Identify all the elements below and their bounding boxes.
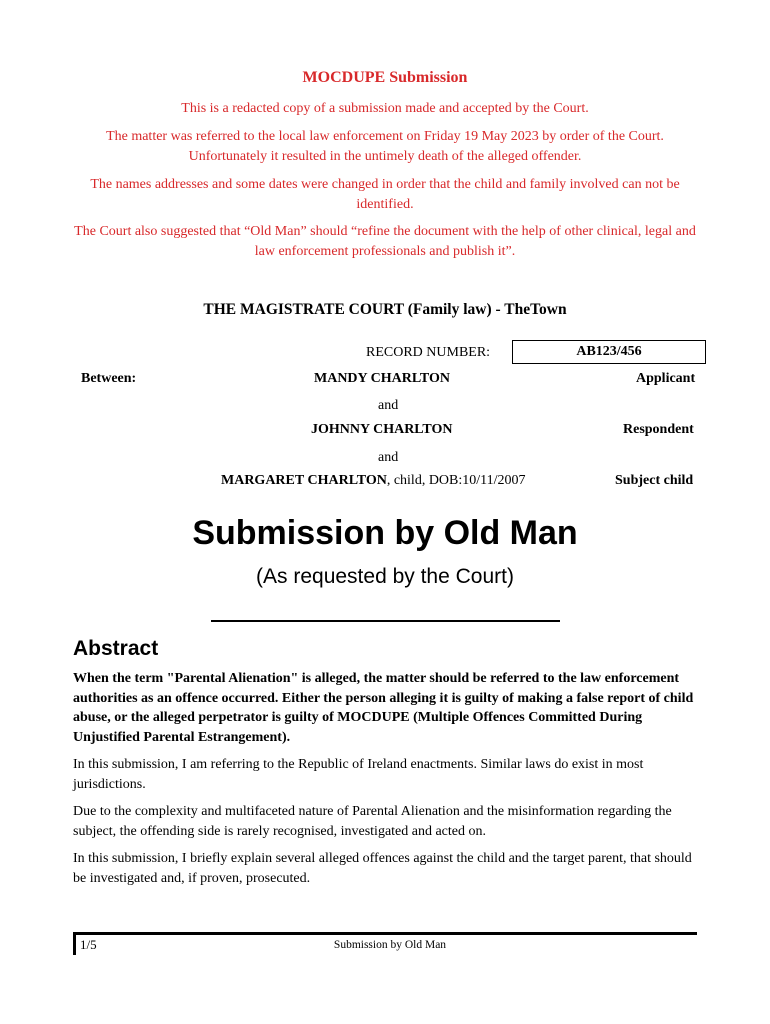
child-details: , child, DOB:10/11/2007	[386, 473, 526, 488]
notice-paragraph-names: The names addresses and some dates were changed in order that the child and family involved can not be identified.	[90, 177, 680, 212]
document-title: Submission by Old Man	[192, 514, 578, 552]
court-title: THE MAGISTRATE COURT (Family law) - TheTown	[203, 301, 567, 318]
abstract-summary: When the term "Parental Alienation" is alleged, the matter should be referred to the law enforcement authorities as an offence occurred. Either the person alleging it is guilty of making a false report of child abuse, or the alleged perpetrator is guilty of MOCDUPE (Multiple Offences Committed During Unjustified Parental Estrangement).	[73, 671, 694, 745]
notice-paragraph-referral: The matter was referred to the local law enforcement on Friday 19 May 2023 by order of the Court. Unfortunately it resulted in the untimely death of the alleged offender.	[106, 129, 664, 164]
child-name: MARGARET CHARLTON	[221, 473, 387, 488]
applicant-role: Applicant	[636, 371, 696, 386]
abstract-heading: Abstract	[73, 637, 159, 660]
applicant-name: MANDY CHARLTON	[314, 371, 450, 386]
abstract-paragraph-jurisdiction: In this submission, I am referring to the Republic of Ireland enactments. Similar laws do exist in most jurisdictions.	[73, 757, 644, 792]
and-separator-2: and	[378, 450, 399, 465]
footer-page-number: 1/5	[80, 937, 97, 952]
abstract-paragraph-complexity: Due to the complexity and multifaceted nature of Parental Alienation and the misinformation regarding the subject, the offending side is rarely recognised, investigated and acted on.	[73, 804, 672, 839]
footer-rule	[73, 932, 697, 935]
title-rule	[211, 620, 560, 622]
respondent-role: Respondent	[623, 422, 694, 437]
document-subtitle: (As requested by the Court)	[256, 565, 514, 588]
subject-child-line	[221, 472, 526, 490]
record-number-box: AB123/456	[512, 340, 706, 364]
notice-paragraph-publish: The Court also suggested that “Old Man” should “refine the document with the help of other clinical, legal and law enforcement professionals and publish it”.	[74, 224, 696, 259]
record-number-label: RECORD NUMBER:	[366, 345, 491, 360]
subject-child-role: Subject child	[615, 473, 694, 488]
notice-title: MOCDUPE Submission	[302, 69, 468, 86]
and-separator-1: and	[378, 398, 399, 413]
notice-paragraph-redacted: This is a redacted copy of a submission made and accepted by the Court.	[181, 101, 589, 116]
respondent-name: JOHNNY CHARLTON	[311, 422, 453, 437]
abstract-paragraph-offences: In this submission, I briefly explain several alleged offences against the child and the target parent, that should be investigated and, if proven, prosecuted.	[73, 851, 692, 886]
between-label: Between:	[81, 371, 137, 386]
footer-title: Submission by Old Man	[333, 939, 447, 951]
